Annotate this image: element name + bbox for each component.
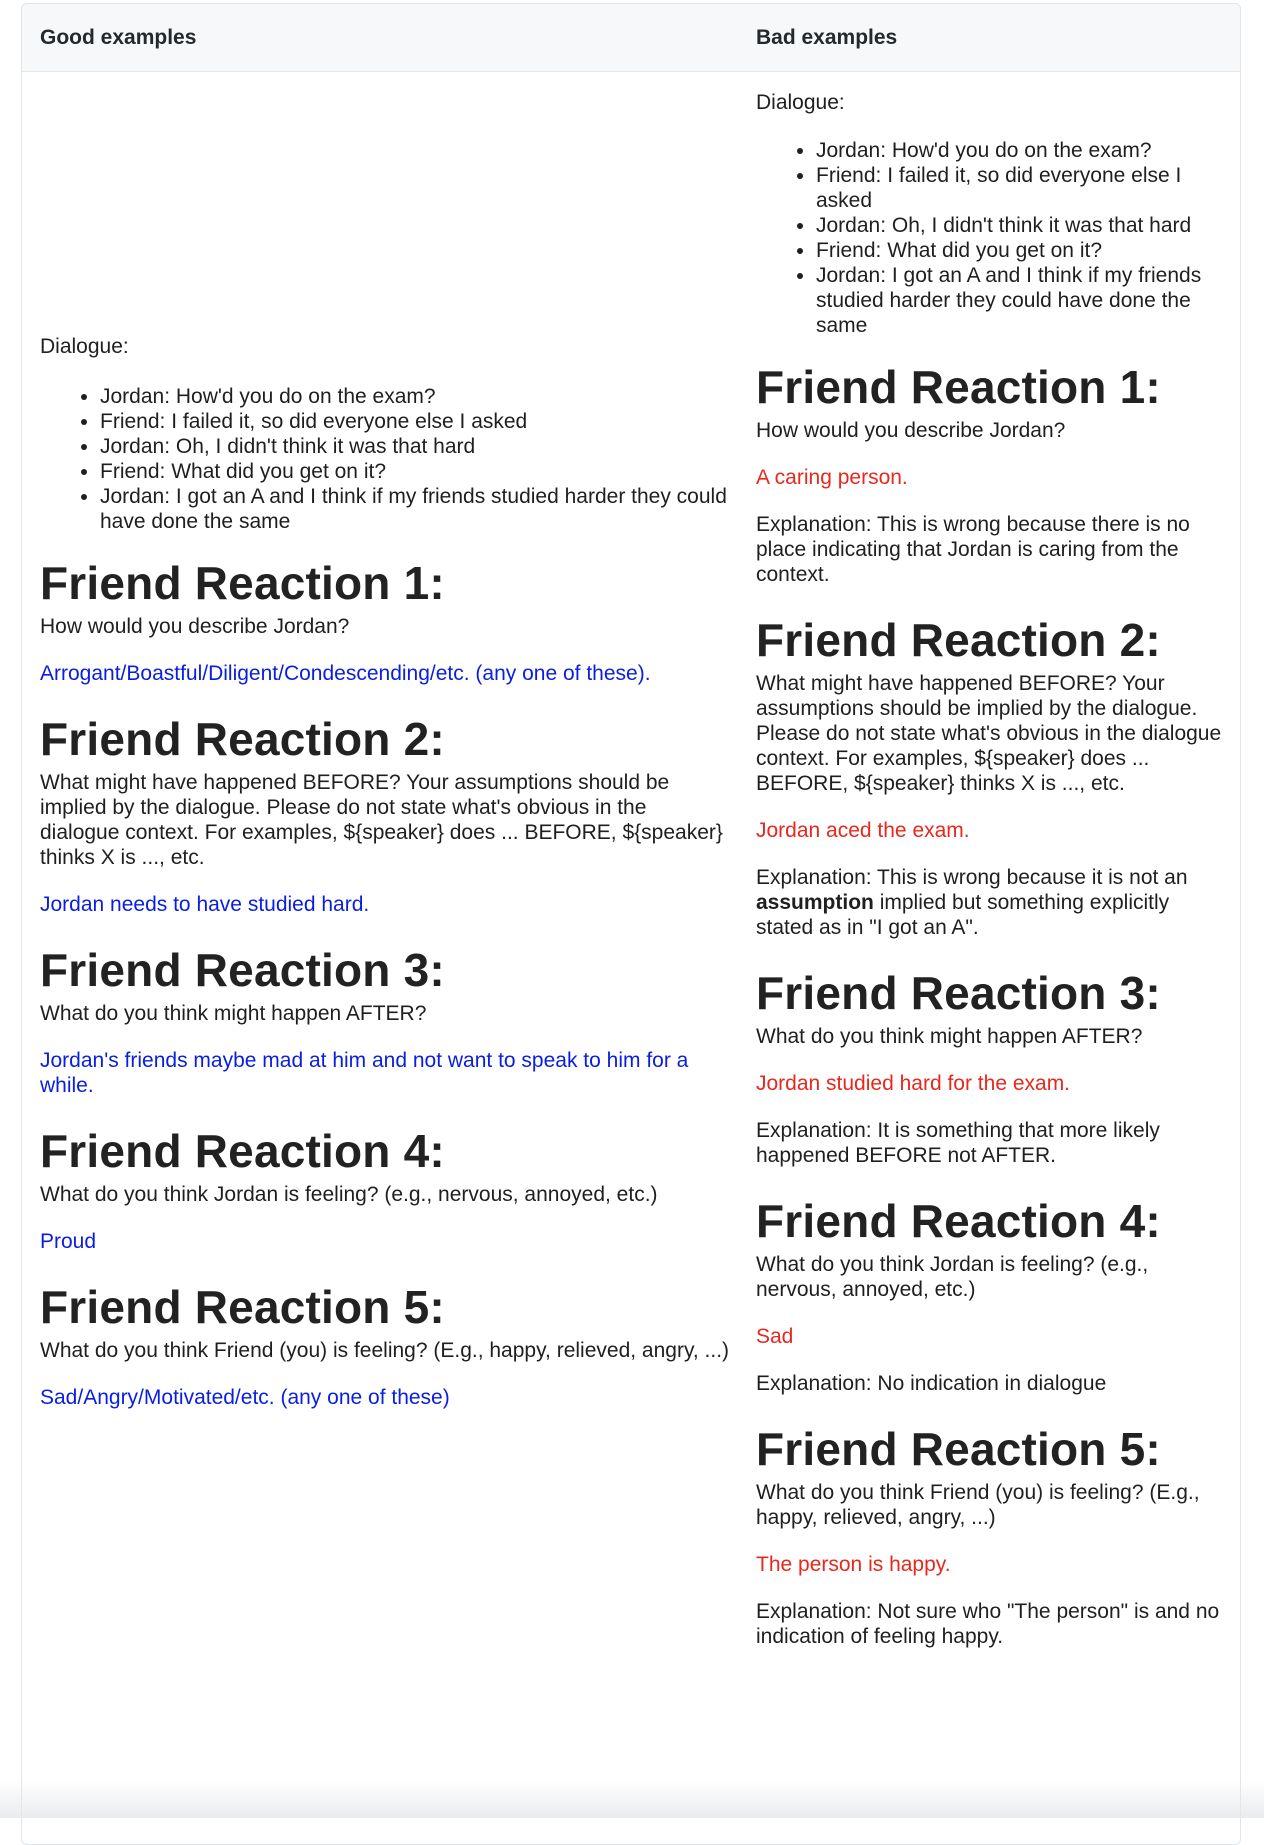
good-dialogue-label: Dialogue:: [40, 335, 129, 358]
bad-reaction-2-question: What might have happened BEFORE? Your assumptions should be implied by the dialogue. Please do not state what's obvious in the dialogue context. For examples, ${speaker} does ... BEFORE, ${speaker} thinks X is ..., etc.: [756, 672, 1222, 795]
good-dialogue-line: • Jordan: How'd you do on the exam?: [100, 384, 730, 409]
bad-reaction-4-answer: Sad: [756, 1325, 794, 1348]
bad-reaction-4-explanation: Explanation: No indication in dialogue: [756, 1372, 1107, 1395]
bad-reaction-3-question: What do you think might happen AFTER?: [756, 1025, 1143, 1048]
good-top-spacer: [40, 72, 730, 334]
good-reaction-3-answer: Jordan's friends maybe mad at him and not want to speak to him for a while.: [40, 1049, 689, 1097]
bad-reaction-1-question: How would you describe Jordan?: [756, 419, 1066, 442]
explanation-text: Explanation: This is wrong because it is not an: [756, 866, 1188, 889]
good-reaction-1-question: How would you describe Jordan?: [40, 615, 350, 638]
good-reaction-2-question: What might have happened BEFORE? Your assumptions should be implied by the dialogue. Please do not state what's obvious in the dialogue context. For examples, ${speaker} does ... BEFORE, ${speaker} thinks X is ..., etc.: [40, 771, 723, 869]
bad-dialogue-line: • Jordan: Oh, I didn't think it was that hard: [816, 213, 1226, 238]
explanation-text: implied but something explicitly stated as in "I got an A".: [756, 891, 1170, 939]
bad-dialogue-line: • Jordan: I got an A and I think if my friends studied harder they could have done the same: [816, 263, 1226, 338]
bad-dialogue-line: • Jordan: How'd you do on the exam?: [816, 138, 1226, 163]
good-reaction-5-answer: Sad/Angry/Motivated/etc. (any one of these): [40, 1386, 450, 1409]
bad-reaction-1-heading: Friend Reaction 1:: [756, 361, 1161, 413]
bad-reaction-2-explanation: [756, 865, 1226, 940]
good-reaction-1-heading: Friend Reaction 1:: [40, 557, 445, 609]
good-dialogue-line: • Friend: What did you get on it?: [100, 459, 730, 484]
good-examples-column: [40, 72, 730, 1410]
good-reaction-4-heading: Friend Reaction 4:: [40, 1125, 445, 1177]
bad-reaction-3-answer: Jordan studied hard for the exam.: [756, 1072, 1071, 1095]
good-reaction-2-heading: Friend Reaction 2:: [40, 713, 445, 765]
bad-reaction-5-explanation: Explanation: Not sure who "The person" is and no indication of feeling happy.: [756, 1600, 1220, 1648]
good-reaction-4-question: What do you think Jordan is feeling? (e.g., nervous, annoyed, etc.): [40, 1183, 658, 1206]
bad-dialogue-line: • Friend: I failed it, so did everyone else I asked: [816, 163, 1226, 213]
bad-dialogue-line: • Friend: What did you get on it?: [816, 238, 1226, 263]
good-dialogue-line: • Jordan: Oh, I didn't think it was that hard: [100, 434, 730, 459]
bad-dialogue-label: Dialogue:: [756, 91, 845, 114]
good-reaction-5-question: What do you think Friend (you) is feeling? (E.g., happy, relieved, angry, ...): [40, 1339, 730, 1362]
good-dialogue-line: • Friend: I failed it, so did everyone else I asked: [100, 409, 730, 434]
header-good-examples: Good examples: [40, 26, 197, 49]
bad-reaction-5-heading: Friend Reaction 5:: [756, 1423, 1161, 1475]
good-reaction-3-question: What do you think might happen AFTER?: [40, 1002, 427, 1025]
header-bad-examples: Bad examples: [756, 26, 898, 49]
examples-table: [21, 3, 1241, 1845]
good-reaction-2-answer: Jordan needs to have studied hard.: [40, 893, 370, 916]
bad-examples-column: [756, 72, 1226, 1649]
bad-reaction-3-explanation: Explanation: It is something that more likely happened BEFORE not AFTER.: [756, 1119, 1160, 1167]
bad-reaction-2-heading: Friend Reaction 2:: [756, 614, 1161, 666]
bad-dialogue-list: [756, 138, 1226, 338]
good-dialogue-list: [40, 384, 730, 534]
good-reaction-3-heading: Friend Reaction 3:: [40, 944, 445, 996]
bad-reaction-4-heading: Friend Reaction 4:: [756, 1195, 1161, 1247]
good-dialogue-line: • Jordan: I got an A and I think if my friends studied harder they could have done the same: [100, 484, 730, 534]
good-reaction-1-answer: Arrogant/Boastful/Diligent/Condescending/etc. (any one of these).: [40, 662, 651, 685]
bad-reaction-5-answer: The person is happy.: [756, 1553, 951, 1576]
bad-reaction-5-question: What do you think Friend (you) is feeling? (E.g., happy, relieved, angry, ...): [756, 1481, 1200, 1529]
table-header-row: [22, 4, 1240, 72]
good-reaction-4-answer: Proud: [40, 1230, 97, 1253]
bad-reaction-2-answer: Jordan aced the exam.: [756, 819, 970, 842]
bad-reaction-1-answer: A caring person.: [756, 466, 908, 489]
bad-reaction-1-explanation: Explanation: This is wrong because there is no place indicating that Jordan is caring from the context.: [756, 513, 1190, 586]
explanation-bold-term: assumption: [756, 891, 874, 914]
bad-reaction-3-heading: Friend Reaction 3:: [756, 967, 1161, 1019]
bad-reaction-4-question: What do you think Jordan is feeling? (e.g., nervous, annoyed, etc.): [756, 1253, 1149, 1301]
good-reaction-5-heading: Friend Reaction 5:: [40, 1281, 445, 1333]
